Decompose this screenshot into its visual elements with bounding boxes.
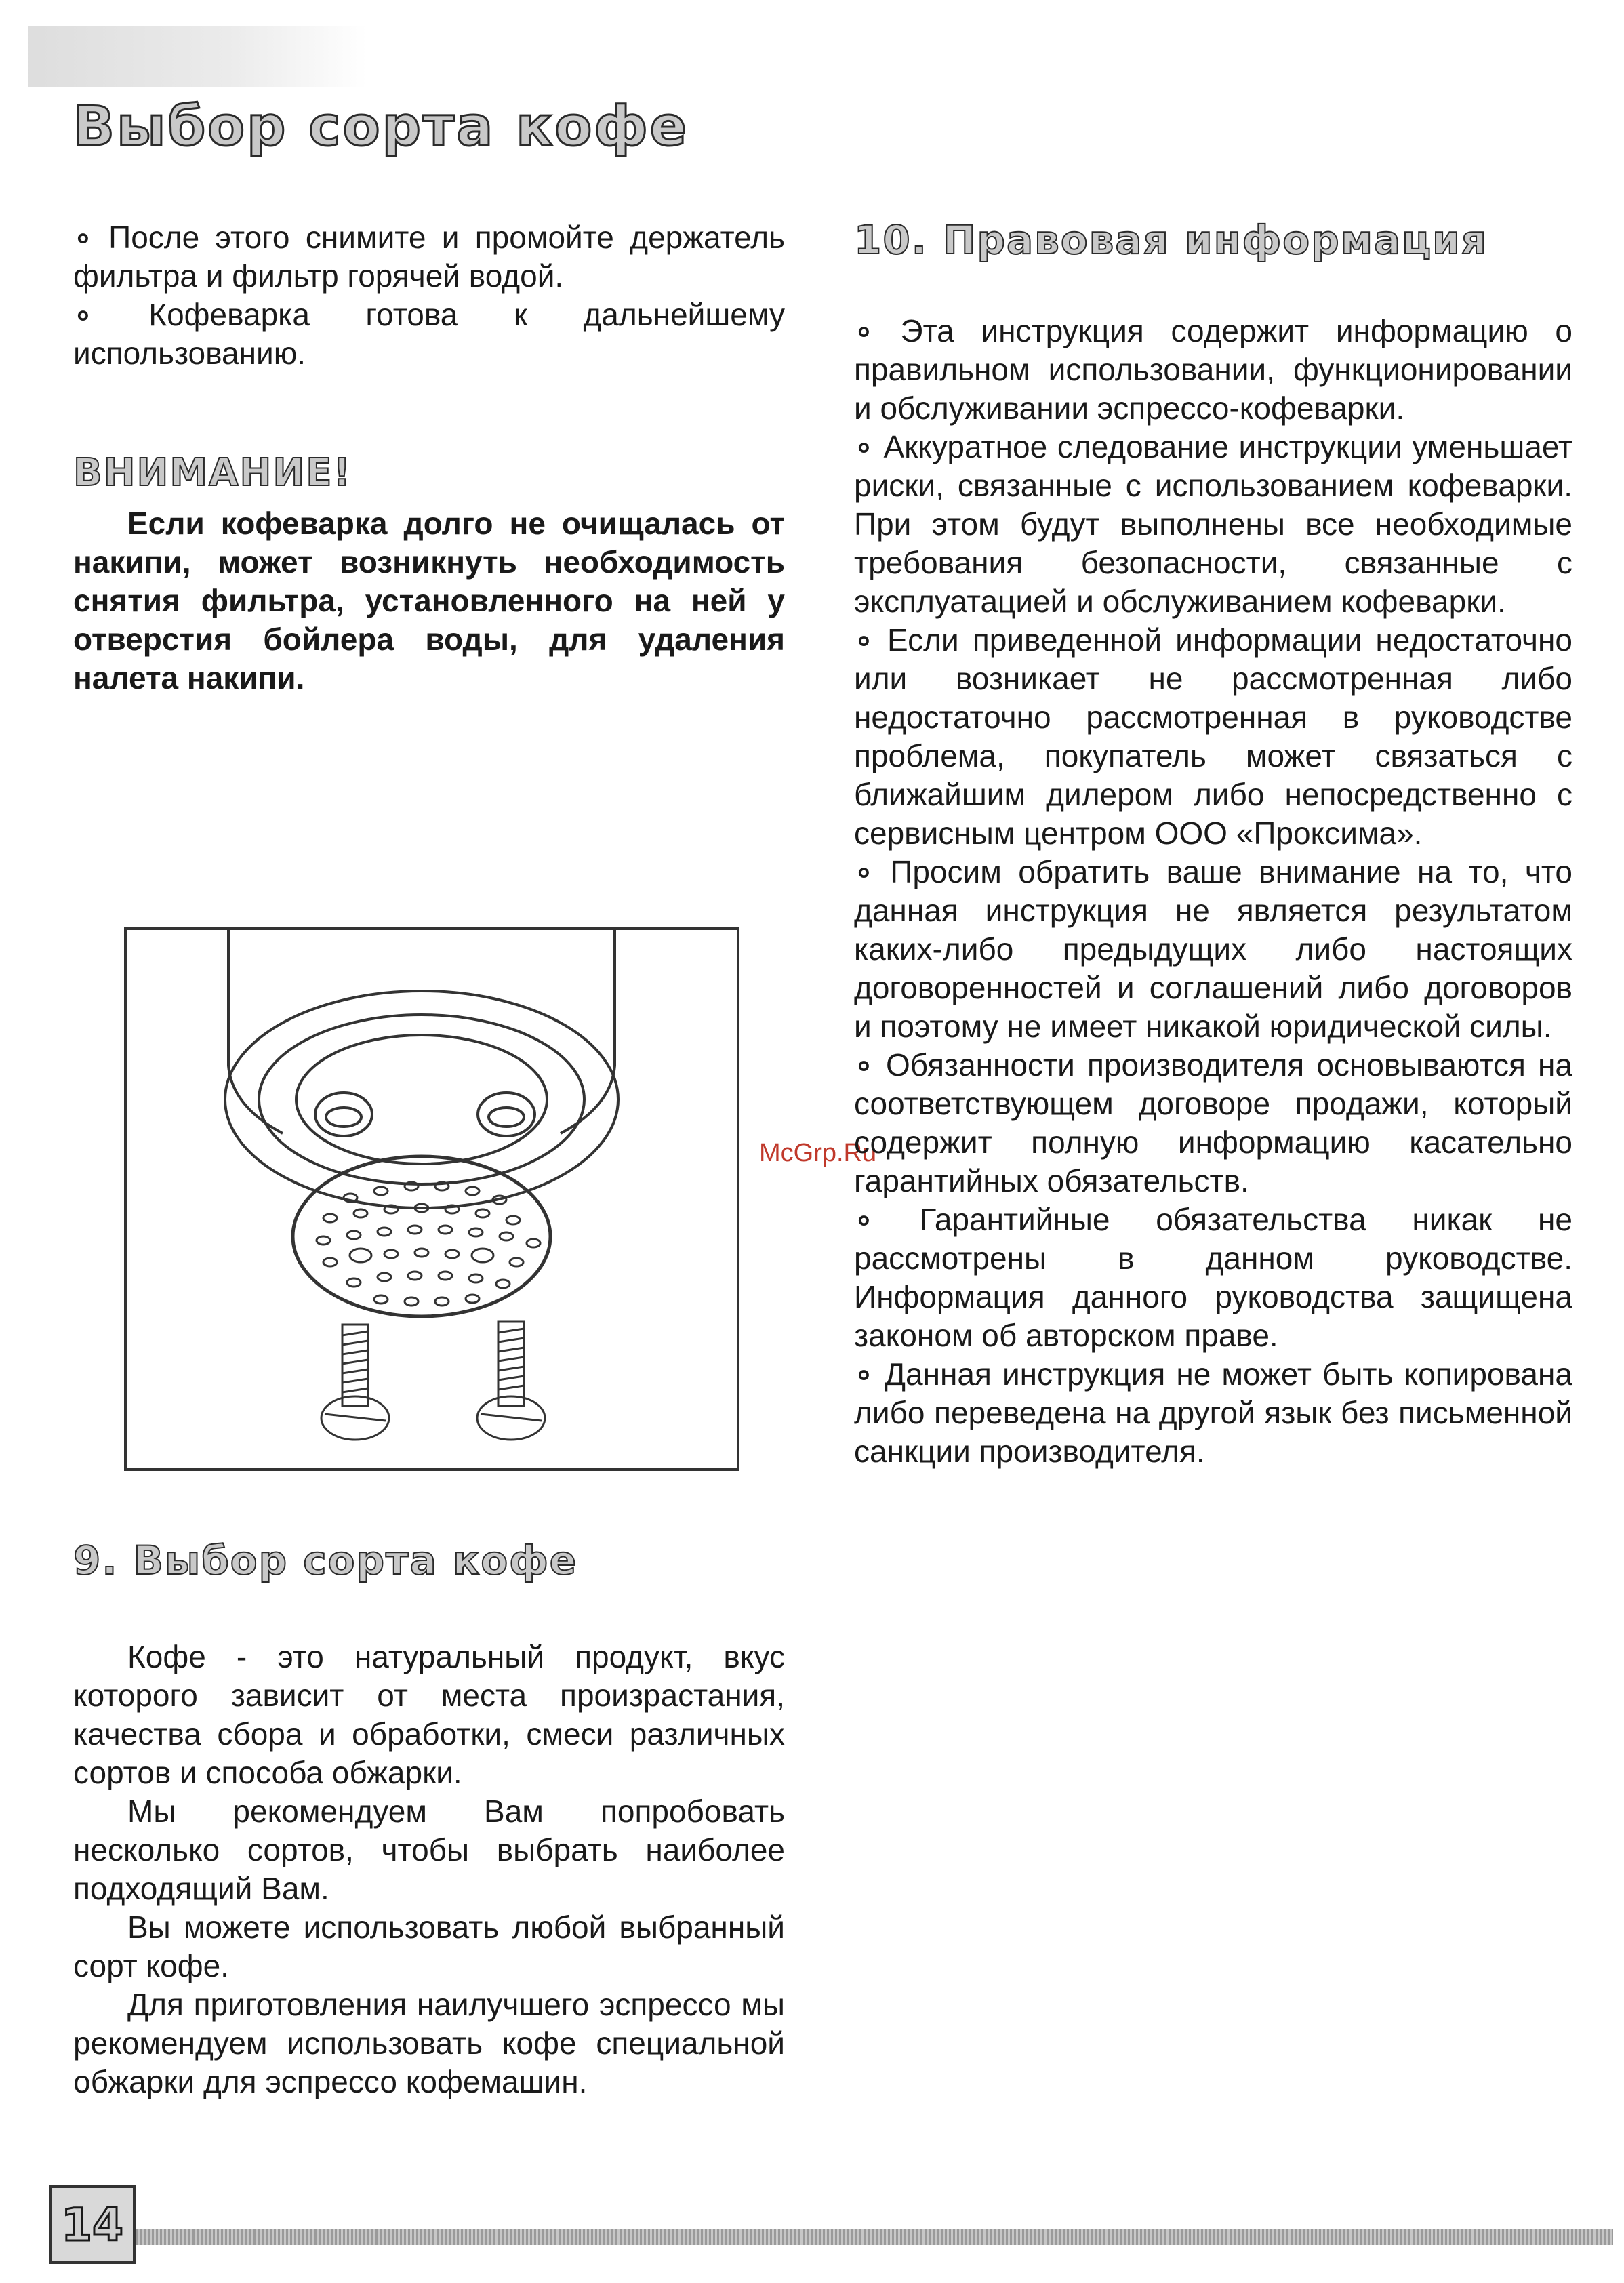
section-9 xyxy=(73,1537,785,2101)
section-10-bullet: ∘ Аккуратное следование инструкции уменьшает риски, связанные с использованием кофеварки. При этом будут выполнены все необходимые требования безопасности, связанные с эксплуатацией и обслуживанием кофеварки. xyxy=(854,428,1572,621)
watermark-text: McGrp.Ru xyxy=(759,1139,877,1167)
boiler-filter-drawing xyxy=(127,930,737,1468)
footer-bar xyxy=(95,2229,1613,2245)
section-9-paragraph: Кофе - это натуральный продукт, вкус которого зависит от места произрастания, качества сбора и обработки, смеси различных сортов и способа обжарки. xyxy=(73,1639,785,1790)
section-10-bullet: ∘ Эта инструкция содержит информацию о правильном использовании, функционировании и обслуживании эспрессо-кофеварки. xyxy=(854,312,1572,428)
section-9-paragraph: Мы рекомендуем Вам попробовать несколько сортов, чтобы выбрать наиболее подходящий Вам. xyxy=(73,1794,785,1906)
warning-block xyxy=(73,451,785,698)
intro-block xyxy=(73,218,785,373)
section-10 xyxy=(854,217,1572,1471)
section-10-bullet: ∘ Гарантийные обязательства никак не рассмотрены в данном руководстве. Информация данного руководства защищена законом об авторском праве. xyxy=(854,1200,1572,1355)
section-10-bullet: ∘ Обязанности производителя основываются на соответствующем договоре продажи, который содержит полную информацию касательно гарантийных обязательств. xyxy=(854,1046,1572,1200)
intro-bullet: ∘ Кофеварка готова к дальнейшему использованию. xyxy=(73,296,785,373)
warning-text: Если кофеварка долго не очищалась от накипи, может возникнуть необходимость снятия фильтра, установленного на ней у отверстия бойлера воды, для удаления налета накипи. xyxy=(73,506,785,695)
section-10-bullet: ∘ Просим обратить ваше внимание на то, что данная инструкция не является результатом каких-либо предыдущих либо настоящих договоренностей и соглашений либо договоров и поэтому не имеет никакой юридической силы. xyxy=(854,853,1572,1046)
section-9-title: 9. Выбор сорта кофе xyxy=(73,1537,578,1583)
screw-left xyxy=(321,1325,389,1440)
intro-bullet: ∘ После этого снимите и промойте держатель фильтра и фильтр горячей водой. xyxy=(73,218,785,296)
page-title: Выбор сорта кофе xyxy=(73,95,689,158)
section-9-paragraph: Для приготовления наилучшего эспрессо мы рекомендуем использовать кофе специальной обжарки для эспрессо кофемашин. xyxy=(73,1987,785,2099)
screw-right xyxy=(477,1322,545,1440)
page-number: 14 xyxy=(61,2198,123,2251)
boiler-filter-illustration xyxy=(124,927,739,1471)
section-9-paragraph: Вы можете использовать любой выбранный сорт кофе. xyxy=(73,1910,785,1983)
corner-texture xyxy=(28,26,367,87)
section-10-title: 10. Правовая информация xyxy=(854,217,1488,263)
section-10-bullet: ∘ Данная инструкция не может быть копирована либо переведена на другой язык без письменной санкции производителя. xyxy=(854,1355,1572,1471)
section-10-bullet: ∘ Если приведенной информации недостаточно или возникает не рассмотренная либо недостаточно рассмотренная в руководстве проблема, покупатель может связаться с ближайшим дилером либо непосредственно с сервисным центром ООО «Проксима». xyxy=(854,621,1572,853)
page-number-box xyxy=(49,2185,136,2264)
warning-title: ВНИМАНИЕ! xyxy=(73,451,352,495)
